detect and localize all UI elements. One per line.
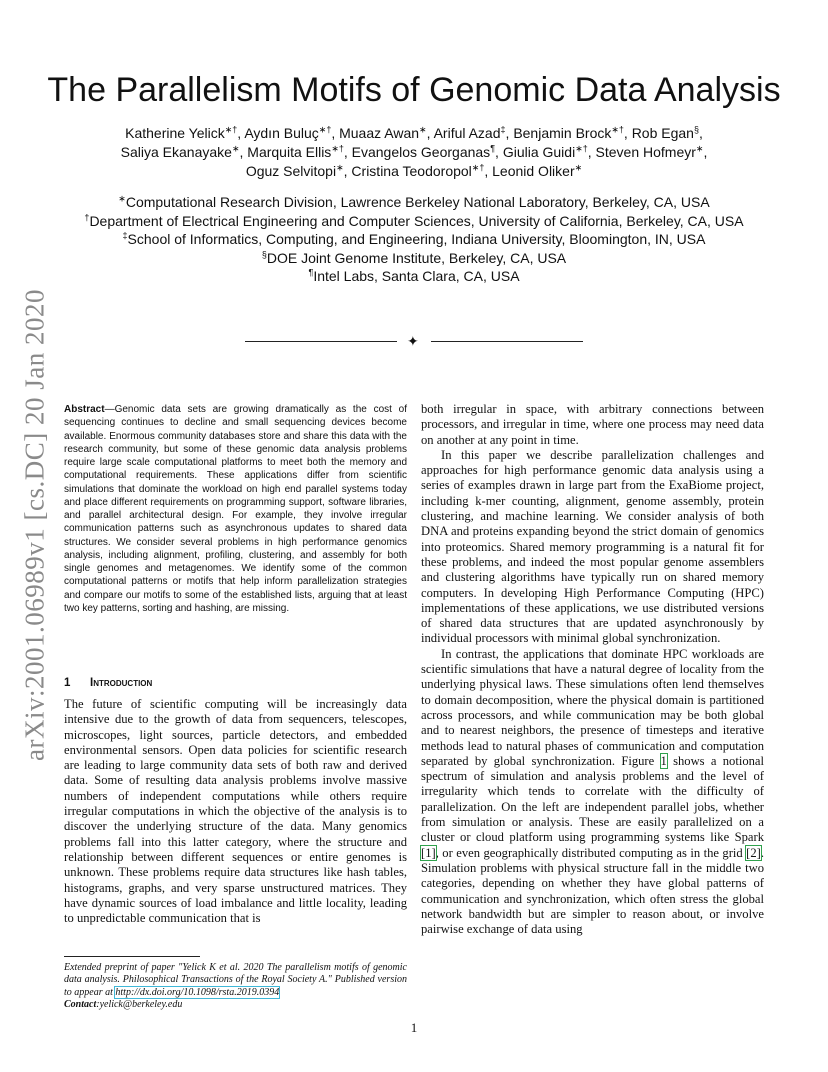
arxiv-identifier-text: arXiv:2001.06989v1 [cs.DC] 20 Jan 2020 — [19, 289, 50, 761]
section-heading — [64, 676, 152, 690]
paragraph: both irregular in space, with arbitrary connections between processors, and irregular in time, where one process may need data on another at any point in time. — [421, 402, 764, 447]
contact-email: :yelick@berkeley.edu — [96, 999, 183, 1011]
author-name: Saliya Ekanayake — [120, 144, 232, 160]
author-mark: ∗ — [419, 124, 427, 135]
page-number: 1 — [410, 1020, 418, 1035]
author-name: Ariful Azad — [433, 125, 501, 141]
author-line: Katherine Yelick∗†, Aydın Buluç∗†, Muaaz Awan∗, Ariful Azad‡, Benjamin Brock∗†, Rob Egan§, — [125, 124, 703, 141]
section-number: 1 — [64, 677, 71, 689]
author-name: Aydın Buluç — [244, 125, 319, 141]
affiliation: ¶Intel Labs, Santa Clara, CA, USA — [308, 267, 520, 284]
citation-link[interactable]: [1] — [421, 845, 436, 860]
author-mark: ∗† — [611, 124, 624, 135]
separator-line-left — [245, 341, 397, 342]
contact-label: Contact — [64, 999, 97, 1011]
affiliation-mark: § — [261, 248, 267, 259]
section-title: Introduction — [90, 677, 153, 689]
author-name: Marquita Ellis — [247, 144, 332, 160]
author-mark: ∗ — [336, 162, 344, 173]
intro-right-column — [421, 402, 764, 937]
footnote: Extended preprint of paper "Yelick K et al. 2020 The parallelism motifs of genomic data analysis. Philosophical Transactions of the Royal Society A." Published version to appear at http://dx.doi.org/10.1098/rsta.2019.0394 Contact:yelick@berkeley.edu — [64, 962, 407, 1011]
abstract-text: —Genomic data sets are growing dramatically as the cost of sequencing continues to decline and small sequencing devices become available. Enormous community databases store and share this data with the research community, but some of these genomic data analysis problems require large scale computational platforms to meet both the memory and computational requirements. These applications differ from scientific simulations that dominate the workload on high end parallel systems today and place different requirements on programming support, software libraries, and parallel architectural design. For example, they involve irregular communication patterns such as asynchronous updates to shared data structures. We consider several problems in high performance genomics analysis, including alignment, profiling, clustering, and assembly for both single genomes and metagenomes. We identify some of the common computational patterns or motifs that help inform parallelization strategies and compare our motifs to some of the established lists, arguing that at least two key patterns, sorting and hashing, are missing. — [64, 404, 407, 614]
paper-title: The Parallelism Motifs of Genomic Data Analysis — [47, 71, 781, 109]
affiliation: ‡School of Informatics, Computing, and Engineering, Indiana University, Bloomington, IN, USA — [122, 230, 706, 247]
author-name: Evangelos Georganas — [351, 144, 491, 160]
author-line: Oguz Selvitopi∗, Cristina Teodoropol∗†, Leonid Oliker∗ — [245, 162, 583, 179]
author-list — [0, 124, 828, 181]
author-mark: ¶ — [490, 143, 496, 154]
author-mark: ∗† — [224, 124, 238, 135]
affiliation-mark: ‡ — [122, 230, 128, 241]
intro-left-column — [64, 697, 407, 926]
affiliation: ∗Computational Research Division, Lawrence Berkeley National Laboratory, Berkeley, CA, USA — [118, 193, 710, 210]
section-separator — [245, 332, 583, 352]
diamond-icon: ✦ — [407, 334, 419, 350]
arxiv-identifier — [10, 290, 60, 760]
author-line: Saliya Ekanayake∗, Marquita Ellis∗†, Evangelos Georganas¶, Giulia Guidi∗†, Steven Hofmeyr∗, — [120, 143, 708, 160]
affiliation-mark: ¶ — [308, 267, 314, 278]
author-mark: ∗† — [318, 124, 332, 135]
affiliation: †Department of Electrical Engineering and Computer Sciences, University of California, Berkeley, CA, USA — [84, 211, 744, 229]
paragraph: In this paper we describe parallelization challenges and approaches for high performance genomic data analysis using a series of examples drawn in large part from the ExaBiome project, including k-mer counting, alignment, genome assembly, protein clustering, and machine learning. We consider analysis of both DNA and proteins expanding beyond the strict domain of genomics into proteomics. Shared memory programming is a natural fit for these problems, and indeed the most popular genome assemblers and clustering algorithms have typically run on shared memory computers. In developing High Performance Computing (HPC) implementations of these applications, we use distributed versions of shared data structures that are updated asynchronously by individual processors with minimal global synchronization. — [421, 447, 764, 646]
author-name: Katherine Yelick — [125, 125, 225, 141]
author-name: Benjamin Brock — [513, 125, 612, 141]
author-name: Leonid Oliker — [492, 163, 575, 179]
author-name: Steven Hofmeyr — [595, 144, 696, 160]
doi-link[interactable]: http://dx.doi.org/10.1098/rsta.2019.0394 — [115, 986, 280, 998]
author-mark: ∗ — [231, 143, 240, 154]
abstract — [64, 403, 407, 615]
author-mark: ‡ — [500, 124, 506, 135]
affiliation-mark: † — [84, 211, 90, 222]
author-name: Rob Egan — [631, 125, 694, 141]
separator-line-right — [431, 341, 583, 342]
author-name: Oguz Selvitopi — [245, 163, 337, 179]
author-name: Cristina Teodoropol — [351, 163, 472, 179]
author-mark: ∗ — [574, 162, 583, 173]
abstract-label: Abstract — [64, 404, 105, 415]
author-mark: ∗† — [471, 162, 485, 173]
affiliation: §DOE Joint Genome Institute, Berkeley, CA, USA — [261, 248, 567, 266]
figure-link[interactable]: 1 — [660, 753, 667, 768]
author-mark: ∗† — [331, 143, 344, 154]
author-mark: ∗ — [695, 143, 704, 154]
citation-link[interactable]: [2] — [746, 845, 761, 860]
paragraph: In contrast, the applications that dominate HPC workloads are scientific simulations that have a natural degree of locality from the underlying physical laws. These simulations often lend themselves to domain decomposition, where the physical domain is partitioned across processors, and while communication may be both global and to nearest neighbors, the presence of timesteps and iterative methods lead to natural phases of communication and computation separated by global synchronization. Figure 1 shows a notional spectrum of simulation and analysis problems and the level of irregularity which tends to correlate with the difficulty of parallelization. On the left are independent parallel jobs, whether from simulation or analysis. These are easily parallelized on a cluster or cloud platform using programming systems like Spark [1], or even geographically distributed computing as in the grid [2]. Simulation problems with physical structure fall in the middle two categories, depending on whether they have global patterns of communication and synchronization, which often stress the global network bandwidth but are simpler to reason about, or involve pairwise exchange of data using — [421, 646, 764, 937]
author-mark: ∗† — [575, 143, 588, 154]
paragraph: The future of scientific computing will be increasingly data intensive due to the growth of data from sequencers, telescopes, microscopes, light sources, particle detectors, and embedded environmental sensors. Open data policies for scientific research are leading to large community data sets of both raw and derived data. Some of resulting data analysis problems involve massive numbers of independent computations while others require irregular computations in which the objective of the analysis is to discover the underlying structure of the data. Many genomics problems fall into this latter category, where the structure and relationship between different sequences or entire genomes is unknown. These problems require data structures like hash tables, histograms, graphs, and very sparse unstructured matrices. They have dynamic sources of load imbalance and little locality, leading to unpredictable communication that is — [64, 697, 407, 926]
author-mark: § — [693, 124, 699, 135]
affiliation-mark: ∗ — [118, 193, 126, 204]
author-name: Muaaz Awan — [339, 125, 420, 141]
author-name: Giulia Guidi — [502, 144, 576, 160]
footnote-rule — [64, 956, 200, 957]
affiliation-list — [0, 193, 828, 286]
